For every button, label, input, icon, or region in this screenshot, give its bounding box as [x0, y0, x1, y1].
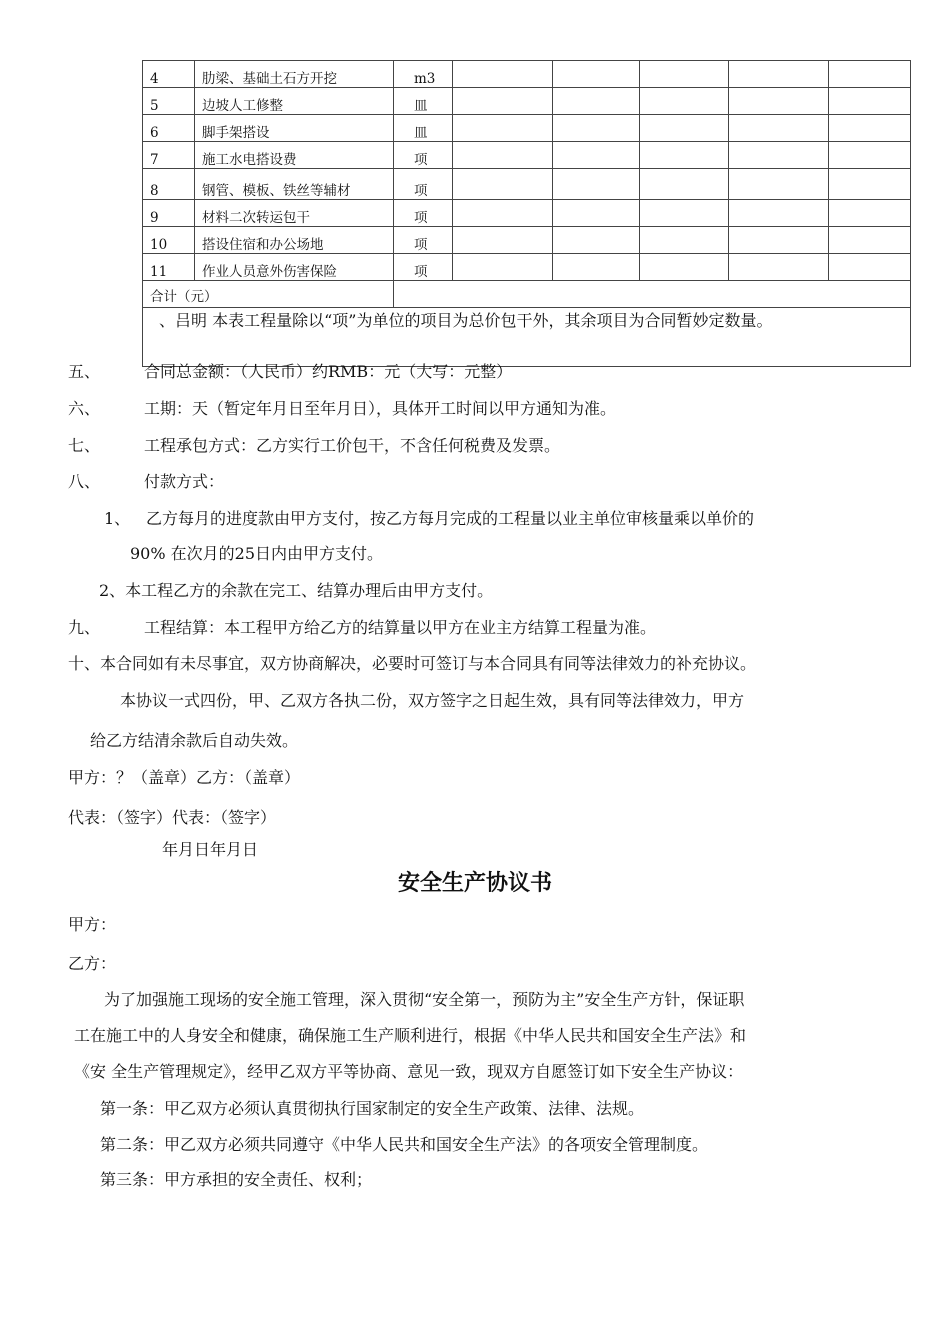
signature-representatives: 代表：（签字）代表：（签字）	[68, 808, 277, 827]
empty-cell	[640, 169, 729, 200]
table-note: 、吕明 本表工程量除以“项”为单位的项目为总价包干外，其余项目为合同暂妙定数量。	[143, 308, 911, 367]
row-number: 4	[143, 61, 195, 88]
table-row	[143, 254, 911, 281]
clause-text: 工期：天（暂定年月日至年月日），具体开工时间以甲方通知为准。	[144, 399, 617, 418]
empty-cell	[553, 115, 640, 142]
item-name: 作业人员意外伤害保险	[195, 254, 394, 281]
item-unit: m3	[394, 61, 453, 88]
row-number: 10	[143, 227, 195, 254]
empty-cell	[453, 142, 553, 169]
clause-text: 付款方式：	[144, 472, 225, 491]
empty-cell	[829, 169, 911, 200]
item-unit: 项	[394, 169, 453, 200]
payment-2: 2、本工程乙方的余款在完工、结算办理后由甲方支付。	[99, 581, 494, 600]
payment-1	[104, 507, 754, 531]
intro-line-1: 为了加强施工现场的安全施工管理，深入贯彻“安全第一，预防为主”安全生产方针，保证职	[104, 990, 745, 1009]
empty-cell	[729, 200, 829, 227]
empty-cell	[453, 254, 553, 281]
empty-cell	[729, 169, 829, 200]
empty-cell	[729, 115, 829, 142]
item-unit: 皿	[394, 88, 453, 115]
clause-text: 工程结算：本工程甲方给乙方的结算量以甲方在业主方结算工程量为准。	[144, 618, 657, 637]
empty-cell	[453, 115, 553, 142]
page-title: 安全生产协议书	[397, 870, 552, 896]
empty-cell	[729, 88, 829, 115]
empty-cell	[553, 254, 640, 281]
clause-number: 九、	[68, 618, 101, 637]
item-name: 钢管、模板、铁丝等辅材	[195, 169, 394, 200]
signature-dates: 年月日年月日	[162, 840, 259, 859]
empty-cell	[640, 227, 729, 254]
row-number: 6	[143, 115, 195, 142]
empty-cell	[829, 88, 911, 115]
empty-cell	[729, 61, 829, 88]
row-number: 7	[143, 142, 195, 169]
empty-cell	[640, 254, 729, 281]
item-unit: 项	[394, 142, 453, 169]
empty-cell	[553, 169, 640, 200]
empty-cell	[640, 115, 729, 142]
clause-text: 工程承包方式：乙方实行工价包干，不含任何税费及发票。	[144, 436, 561, 455]
empty-cell	[553, 200, 640, 227]
party-b: 乙方：	[68, 954, 117, 973]
table-row	[143, 169, 911, 200]
item-unit: 项	[394, 254, 453, 281]
signature-parties: 甲方：？（盖章）乙方：（盖章）	[68, 768, 301, 787]
item-unit: 项	[394, 227, 453, 254]
empty-cell	[553, 142, 640, 169]
table-row	[143, 227, 911, 254]
empty-cell	[729, 227, 829, 254]
empty-cell	[453, 227, 553, 254]
intro-line-2: 工在施工中的人身安全和健康，确保施工生产顺利进行，根据《中华人民共和国安全生产法》和	[74, 1026, 747, 1045]
clause-text: 合同总金额：（人民币）约RMB：元（大写：元整）	[144, 362, 513, 381]
clause-9	[68, 616, 656, 640]
empty-cell	[640, 88, 729, 115]
item-unit: 项	[394, 200, 453, 227]
row-number: 8	[143, 169, 195, 200]
table-row	[143, 61, 911, 88]
clause-number: 六、	[68, 399, 101, 418]
item-name: 搭设住宿和办公场地	[195, 227, 394, 254]
empty-cell	[729, 254, 829, 281]
article-1: 第一条：甲乙双方必须认真贯彻执行国家制定的安全生产政策、法律、法规。	[100, 1099, 645, 1118]
item-name: 边坡人工修整	[195, 88, 394, 115]
note-row	[143, 308, 911, 367]
quantity-table	[142, 60, 911, 367]
item-name: 肋梁、基础土石方开挖	[195, 61, 394, 88]
total-row	[143, 281, 911, 308]
item-name: 脚手架搭设	[195, 115, 394, 142]
item-name: 材料二次转运包干	[195, 200, 394, 227]
clause-number: 1、	[104, 509, 131, 528]
item-unit: 皿	[394, 115, 453, 142]
empty-cell	[829, 61, 911, 88]
total-value	[394, 281, 911, 308]
clause-7	[68, 434, 560, 458]
article-2: 第二条：甲乙双方必须共同遵守《中华人民共和国安全生产法》的各项安全管理制度。	[100, 1135, 709, 1154]
empty-cell	[729, 142, 829, 169]
item-name: 施工水电搭设费	[195, 142, 394, 169]
row-number: 5	[143, 88, 195, 115]
empty-cell	[553, 88, 640, 115]
empty-cell	[640, 200, 729, 227]
intro-line-3: 《安 全生产管理规定》，经甲乙双方平等协商、意见一致，现双方自愿签订如下安全生产协议：	[74, 1062, 744, 1081]
empty-cell	[829, 227, 911, 254]
empty-cell	[640, 61, 729, 88]
row-number: 11	[143, 254, 195, 281]
agreement-line-1: 本协议一式四份，甲、乙双方各执二份，双方签字之日起生效，具有同等法律效力，甲方	[120, 691, 745, 710]
empty-cell	[453, 200, 553, 227]
table-row	[143, 200, 911, 227]
empty-cell	[453, 61, 553, 88]
clause-6	[68, 397, 616, 421]
agreement-line-2: 给乙方结清余款后自动失效。	[90, 731, 299, 750]
clause-number: 七、	[68, 436, 101, 455]
row-number: 9	[143, 200, 195, 227]
party-a: 甲方：	[68, 915, 117, 934]
table-row	[143, 88, 911, 115]
table-row	[143, 142, 911, 169]
clause-5	[68, 360, 512, 384]
clause-10: 十、本合同如有未尽事宜，双方协商解决，必要时可签订与本合同具有同等法律效力的补充协议。	[68, 654, 757, 673]
empty-cell	[553, 61, 640, 88]
clause-8	[68, 470, 224, 494]
clause-number: 五、	[68, 362, 101, 381]
empty-cell	[553, 227, 640, 254]
empty-cell	[453, 169, 553, 200]
empty-cell	[829, 200, 911, 227]
article-3: 第三条：甲方承担的安全责任、权利；	[100, 1170, 373, 1189]
table-row	[143, 115, 911, 142]
payment-1-continued: 90% 在次月的25日内由甲方支付。	[130, 544, 384, 563]
empty-cell	[829, 115, 911, 142]
empty-cell	[829, 254, 911, 281]
clause-text: 乙方每月的进度款由甲方支付，按乙方每月完成的工程量以业主单位审核量乘以单价的	[146, 509, 755, 528]
total-label: 合计（元）	[143, 281, 394, 308]
empty-cell	[640, 142, 729, 169]
empty-cell	[453, 88, 553, 115]
empty-cell	[829, 142, 911, 169]
clause-number: 八、	[68, 472, 101, 491]
